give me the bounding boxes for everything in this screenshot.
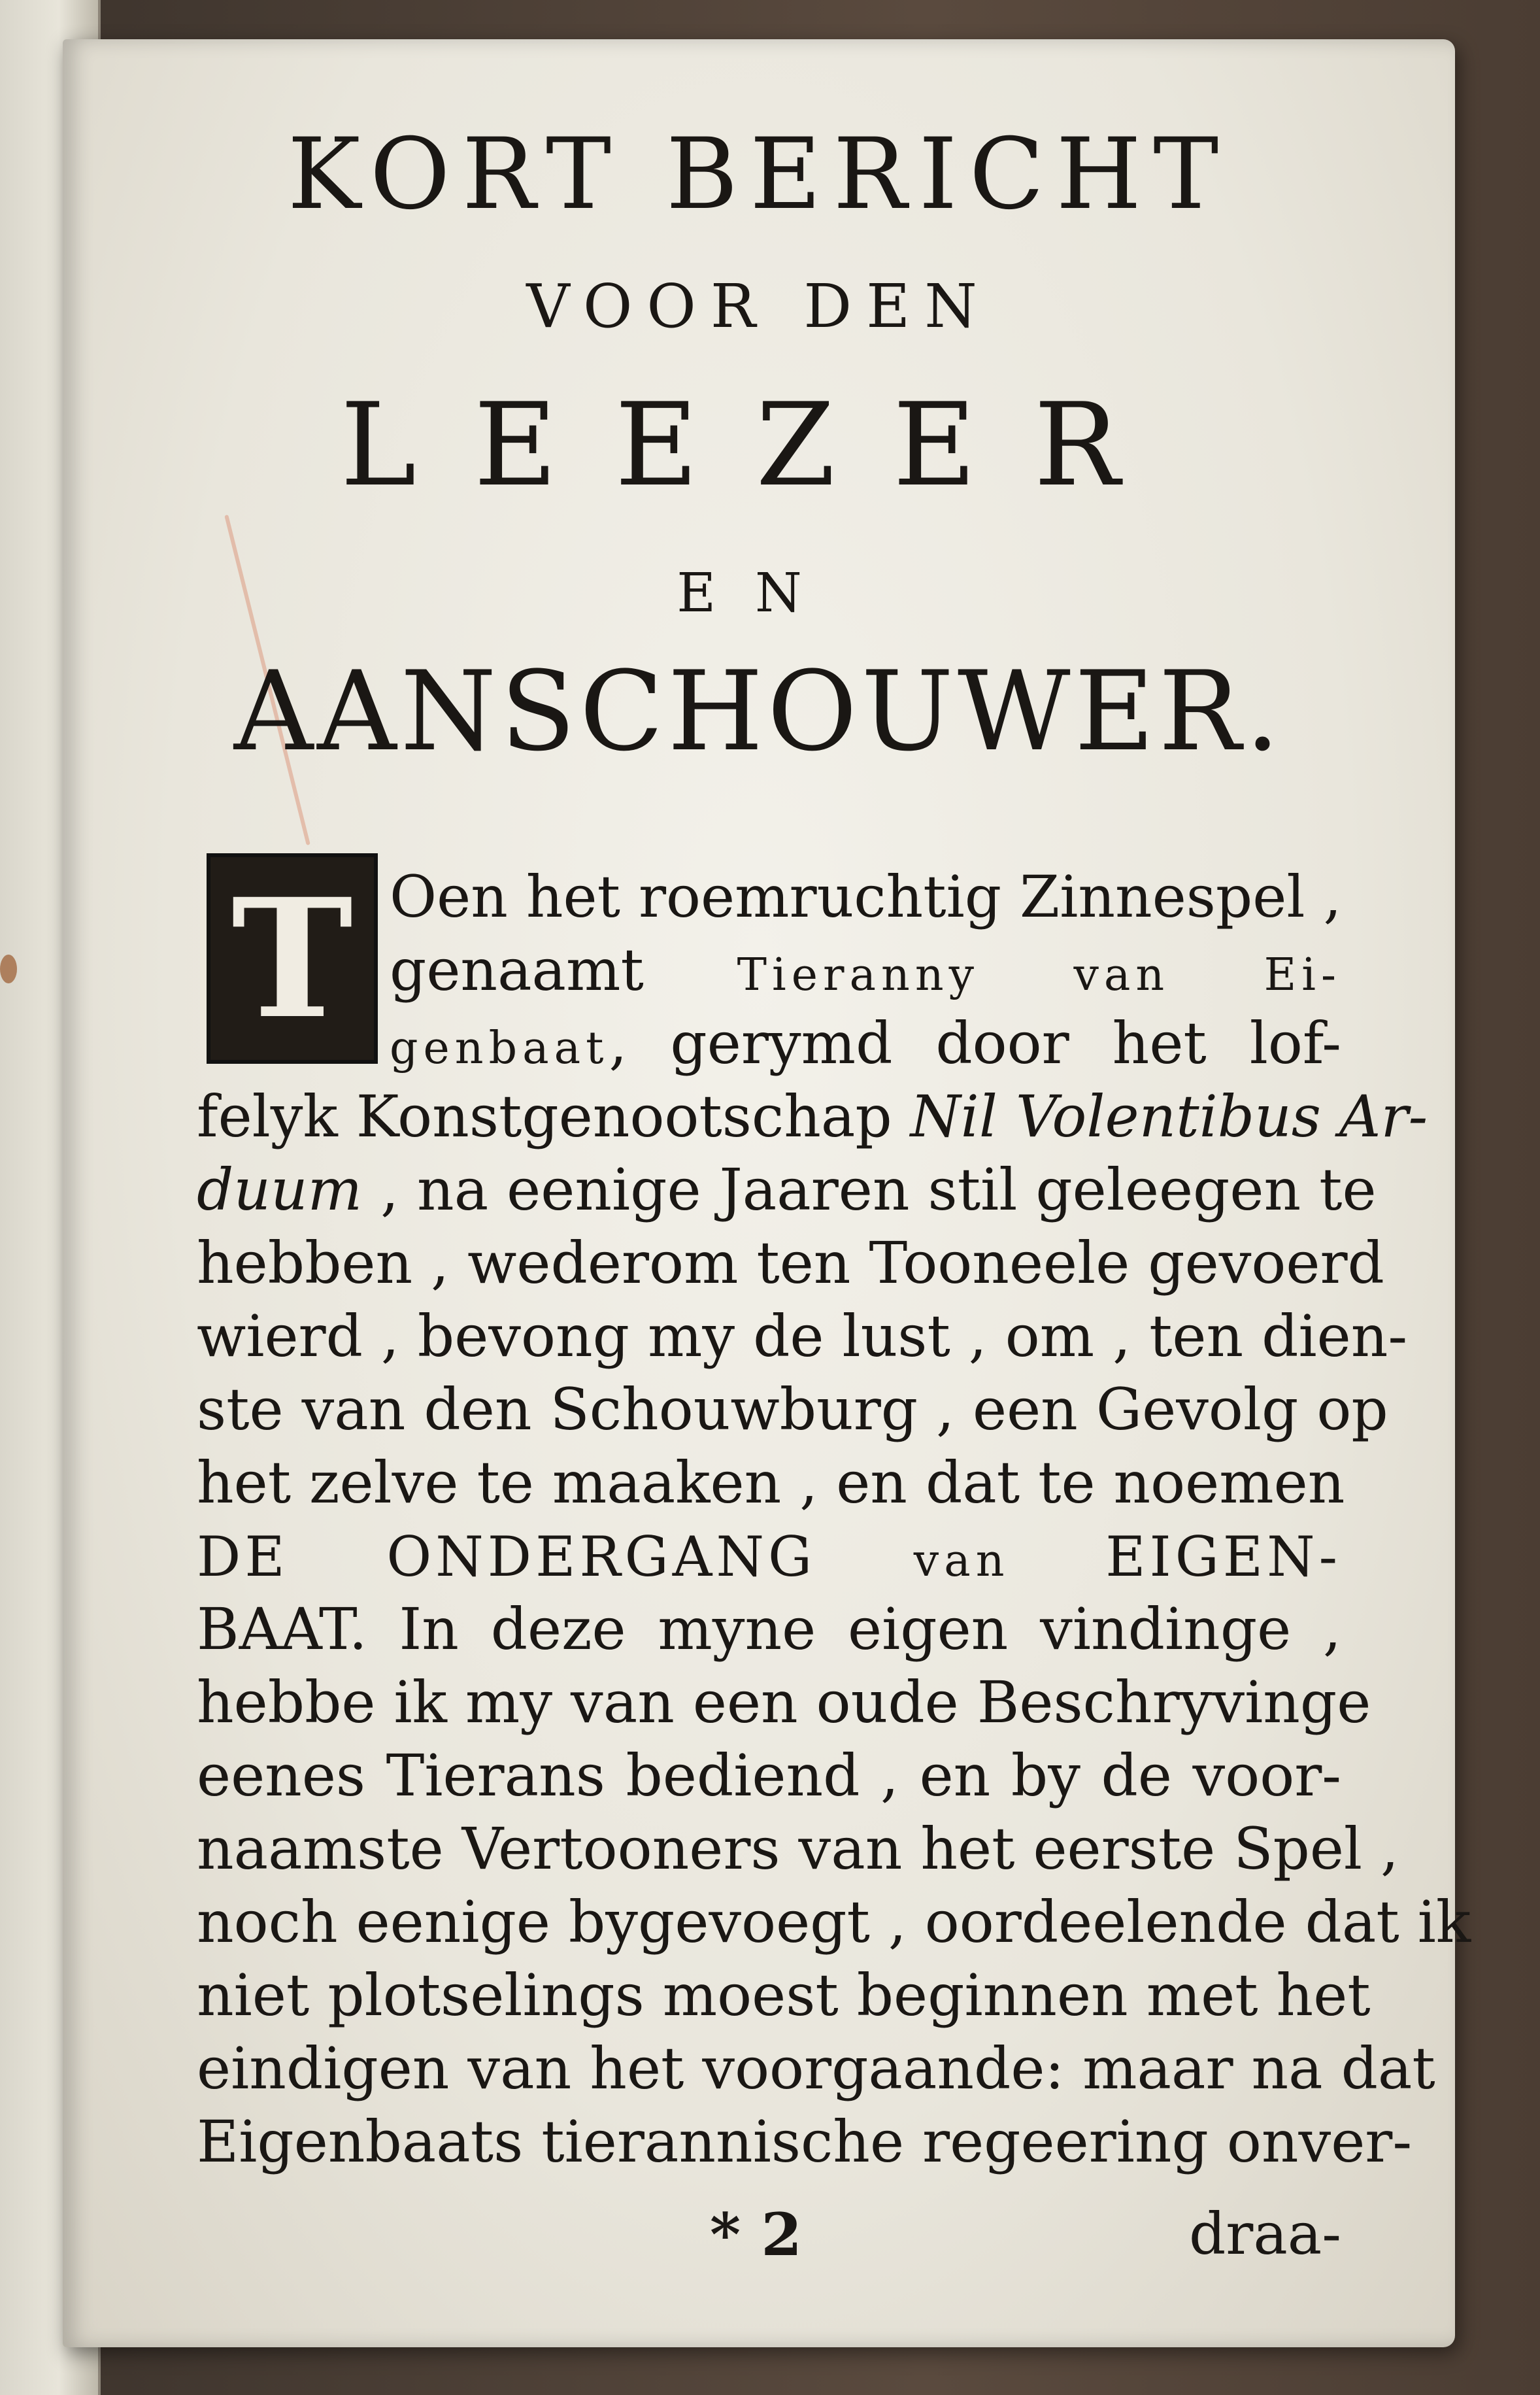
book-page xyxy=(63,39,1471,2347)
text-line: naamste Vertooners van het eerste Spel , xyxy=(197,1815,1399,1882)
ornamental-drop-cap xyxy=(207,853,378,1064)
text-line: BAAT. In deze myne eigen vindinge , xyxy=(197,1595,1341,1663)
text-line: felyk Konstgenootschap Nil Volentibus Ar- xyxy=(197,1083,1428,1150)
text-line: wierd , bevong my de lust , om , ten dien- xyxy=(197,1302,1408,1370)
text-line: niet plotselings moest beginnen met het xyxy=(197,1962,1371,2029)
text-line: eenes Tierans bediend , en by de voor- xyxy=(197,1742,1341,1809)
text-line: ste van den Schouwburg , een Gevolg op xyxy=(197,1376,1388,1443)
text-line: DE ONDERGANG van EIGEN- xyxy=(197,1525,1341,1589)
text-line: hebbe ik my van een oude Beschryvinge xyxy=(197,1669,1371,1736)
foxing-stain xyxy=(0,955,17,983)
text-line: hebben , wederom ten Tooneele gevoerd xyxy=(197,1229,1384,1297)
heading-line-5: AANSCHOUWER. xyxy=(233,647,1284,775)
drop-cap-letter: T xyxy=(231,862,354,1055)
text-line: genbaat, gerymd door het lof- xyxy=(390,1010,1341,1077)
heading-line-3: LEEZER xyxy=(340,379,1178,512)
text-line: eindigen van het voorgaande: maar na dat xyxy=(197,2035,1435,2102)
heading-line-1: KORT BERICHT xyxy=(287,118,1231,231)
text-line: het zelve te maaken , en dat te noemen xyxy=(197,1449,1345,1516)
signature-mark: * 2 xyxy=(710,2200,803,2269)
text-line: Oen het roemruchtig Zinnespel , xyxy=(390,863,1342,930)
text-line: duum , na eenige Jaaren stil geleegen te xyxy=(197,1156,1377,1223)
heading-line-2: VOOR DEN xyxy=(526,271,992,341)
catchword: draa- xyxy=(1188,2200,1341,2268)
text-line: noch eenige bygevoegt , oordeelende dat ik xyxy=(197,1888,1471,1956)
heading-line-4: EN xyxy=(677,562,841,624)
text-line: genaamt Tieranny van Ei- xyxy=(390,936,1342,1004)
text-line: Eigenbaats tierannische regeering onver- xyxy=(197,2108,1413,2175)
